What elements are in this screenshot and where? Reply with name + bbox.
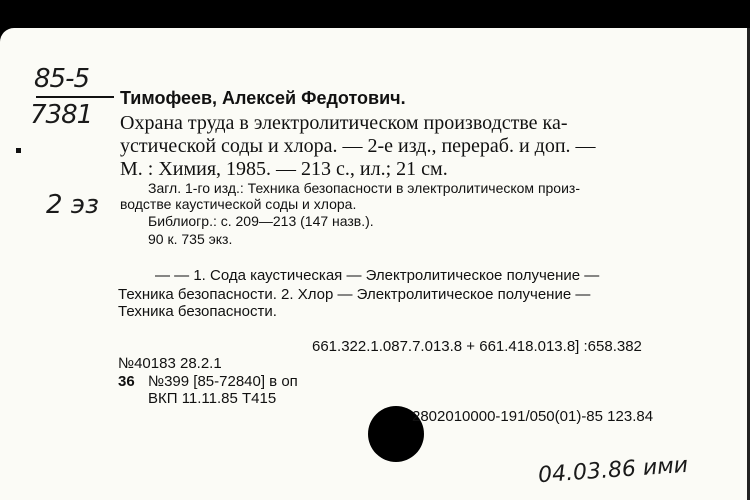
handwritten-margin-note: 2 эз — [46, 190, 99, 220]
call-number-bottom: 7381 — [30, 100, 93, 130]
index-line: №399 [85-72840] в оп — [148, 373, 298, 390]
call-number-divider — [36, 96, 114, 98]
title-line-2: устической соды и хлора. — 2-е изд., перераб. и доп. — — [120, 135, 596, 157]
author-heading: Тимофеев, Алексей Федотович. — [120, 88, 406, 108]
subject-line-1: — — 1. Сода каустическая — Электролитическое получение — — [155, 267, 600, 284]
title-line-1: Охрана труда в электролитическом производстве ка- — [120, 112, 568, 134]
bibliography-note: Библиогр.: с. 209—213 (147 назв.). — [148, 213, 374, 229]
footer-code: 2802010000-191/050(01)-85 123.84 — [412, 408, 654, 425]
record-number: №40183 28.2.1 — [118, 355, 222, 372]
punch-mark — [16, 148, 21, 153]
call-number-top: 85-5 — [34, 64, 90, 94]
note-line-1: Загл. 1-го изд.: Техника безопасности в электролитическом произ- — [148, 180, 580, 196]
subject-line-3: Техника безопасности. — [118, 303, 277, 320]
note-line-2: водстве каустической соды и хлора. — [120, 196, 357, 212]
price-print-run: 90 к. 735 экз. — [148, 231, 233, 247]
index-prefix: 36 — [118, 373, 135, 390]
udc-classification: 661.322.1.087.7.013.8 + 661.418.013.8] :658.382 — [312, 338, 642, 355]
title-line-3: М. : Химия, 1985. — 213 с., ил.; 21 см. — [120, 158, 448, 180]
subject-line-2: Техника безопасности. 2. Хлор — Электролитическое получение — — [118, 286, 591, 303]
handwritten-date: 04.03.86 ими — [537, 452, 689, 489]
vkp-stamp: ВКП 11.11.85 Т415 — [148, 390, 277, 407]
